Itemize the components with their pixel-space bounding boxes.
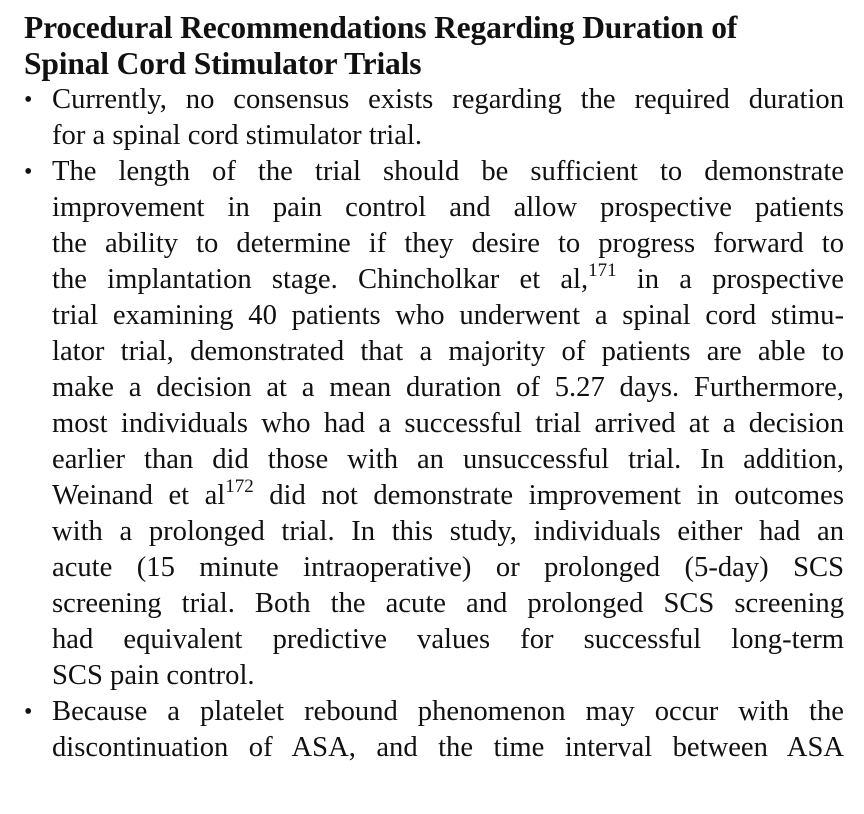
text-line: most individuals who had a successful trial arrived at a decision (52, 408, 844, 439)
text-segment: Weinand et al (52, 480, 226, 511)
bullet-marker: • (24, 699, 33, 725)
text-line: The length of the trial should be sufficient to demonstrate (52, 156, 844, 187)
text-line: improvement in pain control and allow prospective patients (52, 192, 844, 223)
text-line: Because a platelet rebound phenomenon may occur with the (52, 696, 844, 727)
text-line: with a prolonged trial. In this study, individuals either had an (52, 516, 844, 547)
citation-superscript: 171 (588, 260, 617, 281)
text-line: earlier than did those with an unsuccessful trial. In addition, (52, 444, 844, 475)
list-item (24, 82, 844, 154)
section-title (24, 10, 844, 82)
list-item (24, 694, 844, 766)
section-title-line: Procedural Recommendations Regarding Duration of (24, 10, 738, 45)
list-item (24, 154, 844, 694)
text-segment: the implantation stage. Chincholkar et al, (52, 264, 589, 295)
bullet-marker: • (24, 87, 33, 113)
text-line: Currently, no consensus exists regarding the required duration (52, 84, 844, 115)
text-line: discontinuation of ASA, and the time interval between ASA (52, 732, 844, 763)
bullet-marker: • (24, 159, 33, 185)
citation-superscript: 172 (225, 476, 254, 497)
text-line (52, 262, 844, 298)
text-segment: did not demonstrate improvement in outcomes (253, 480, 844, 511)
recommendation-list (24, 82, 844, 766)
text-line: the ability to determine if they desire to progress forward to (52, 228, 844, 259)
text-line: SCS pain control. (52, 660, 255, 691)
text-line: screening trial. Both the acute and prolonged SCS screening (52, 588, 844, 619)
text-line: acute (15 minute intraoperative) or prolonged (5-day) SCS (52, 552, 844, 583)
text-line: make a decision at a mean duration of 5.27 days. Furthermore, (52, 372, 844, 403)
text-line: lator trial, demonstrated that a majority of patients are able to (52, 336, 844, 367)
text-line: had equivalent predictive values for successful long-term (52, 624, 844, 655)
text-line (52, 478, 844, 514)
text-line: for a spinal cord stimulator trial. (52, 120, 423, 151)
text-line: trial examining 40 patients who underwent a spinal cord stimu- (52, 300, 844, 331)
document-page (24, 10, 844, 766)
text-segment: in a prospective (616, 264, 844, 295)
section-title-line: Spinal Cord Stimulator Trials (24, 46, 422, 81)
